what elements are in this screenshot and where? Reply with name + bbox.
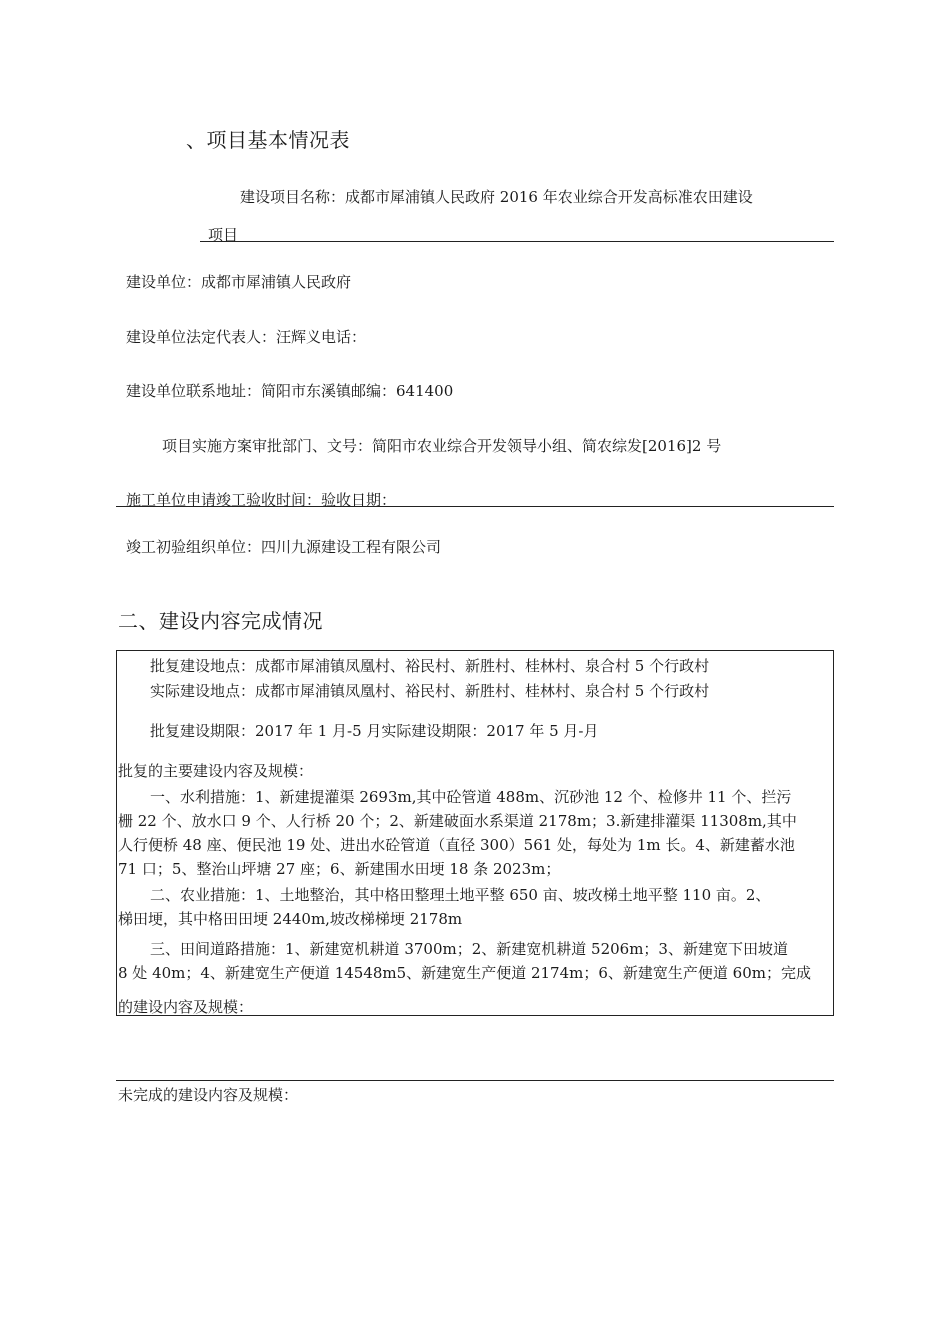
project-name-line-1: 建设项目名称：成都市犀浦镇人民政府 2016 年农业综合开发高标准农田建设 [240, 188, 753, 206]
scope-line: 71 口；5、整治山坪塘 27 座；6、新建围水田埂 18 条 2023m； [118, 860, 561, 878]
approval-department: 项目实施方案审批部门、文号：简阳市农业综合开发领导小组、简农综发[2016]2 号 [162, 437, 722, 455]
contact-address: 建设单位联系地址：简阳市东溪镇邮编：641400 [126, 382, 454, 400]
scope-line: 8 处 40m；4、新建宽生产便道 14548m5、新建宽生产便道 2174m；6、新建宽生产便道 60m；完成 [118, 964, 811, 982]
construction-unit: 建设单位：成都市犀浦镇人民政府 [126, 273, 352, 291]
unfinished-separator [116, 1080, 834, 1081]
preliminary-acceptance-organizer: 竣工初验组织单位：四川九源建设工程有限公司 [126, 538, 442, 556]
scope-line: 二、农业措施：1、土地整治，其中格田整理土地平整 650 亩、坡改梯土地平整 110 亩。2、 [150, 886, 771, 904]
underline-project-name [200, 241, 834, 242]
section-2-heading: 二、建设内容完成情况 [118, 609, 323, 633]
approved-location: 批复建设地点：成都市犀浦镇凤凰村、裕民村、新胜村、桂林村、泉合村 5 个行政村 [150, 657, 710, 675]
section-1-heading: 、项目基本情况表 [186, 128, 350, 152]
scope-line: 三、田间道路措施：1、新建宽机耕道 3700m；2、新建宽机耕道 5206m；3、新建宽下田坡道 [150, 940, 788, 958]
scope-line: 栅 22 个、放水口 9 个、人行桥 20 个；2、新建破面水系渠道 2178m；3.新建排灌渠 11308m,其中 [118, 812, 797, 830]
scope-line: 梯田埂，其中格田田埂 2440m,坡改梯梯埂 2178m [118, 910, 463, 928]
scope-line: 一、水利措施：1、新建提灌渠 2693m,其中砼管道 488m、沉砂池 12 个、检修井 11 个、拦污 [150, 788, 792, 806]
acceptance-time: 施工单位申请竣工验收时间：验收日期： [126, 491, 397, 509]
box-right-inner-line [833, 700, 834, 754]
project-name-line-2: 项目 [208, 226, 239, 244]
scope-title: 批复的主要建设内容及规模： [118, 762, 314, 780]
underline-acceptance-time [116, 506, 834, 507]
legal-representative: 建设单位法定代表人：汪辉义电话： [126, 328, 367, 346]
scope-line: 人行便桥 48 座、便民池 19 处、进出水砼管道（直径 300）561 处，每处为 1m 长。4、新建蓄水池 [118, 836, 795, 854]
actual-location: 实际建设地点：成都市犀浦镇凤凰村、裕民村、新胜村、桂林村、泉合村 5 个行政村 [150, 682, 710, 700]
construction-period: 批复建设期限：2017 年 1 月-5 月实际建设期限：2017 年 5 月-月 [150, 722, 599, 740]
unfinished-content: 未完成的建设内容及规模： [118, 1086, 299, 1104]
scope-line: 的建设内容及规模： [118, 998, 254, 1016]
